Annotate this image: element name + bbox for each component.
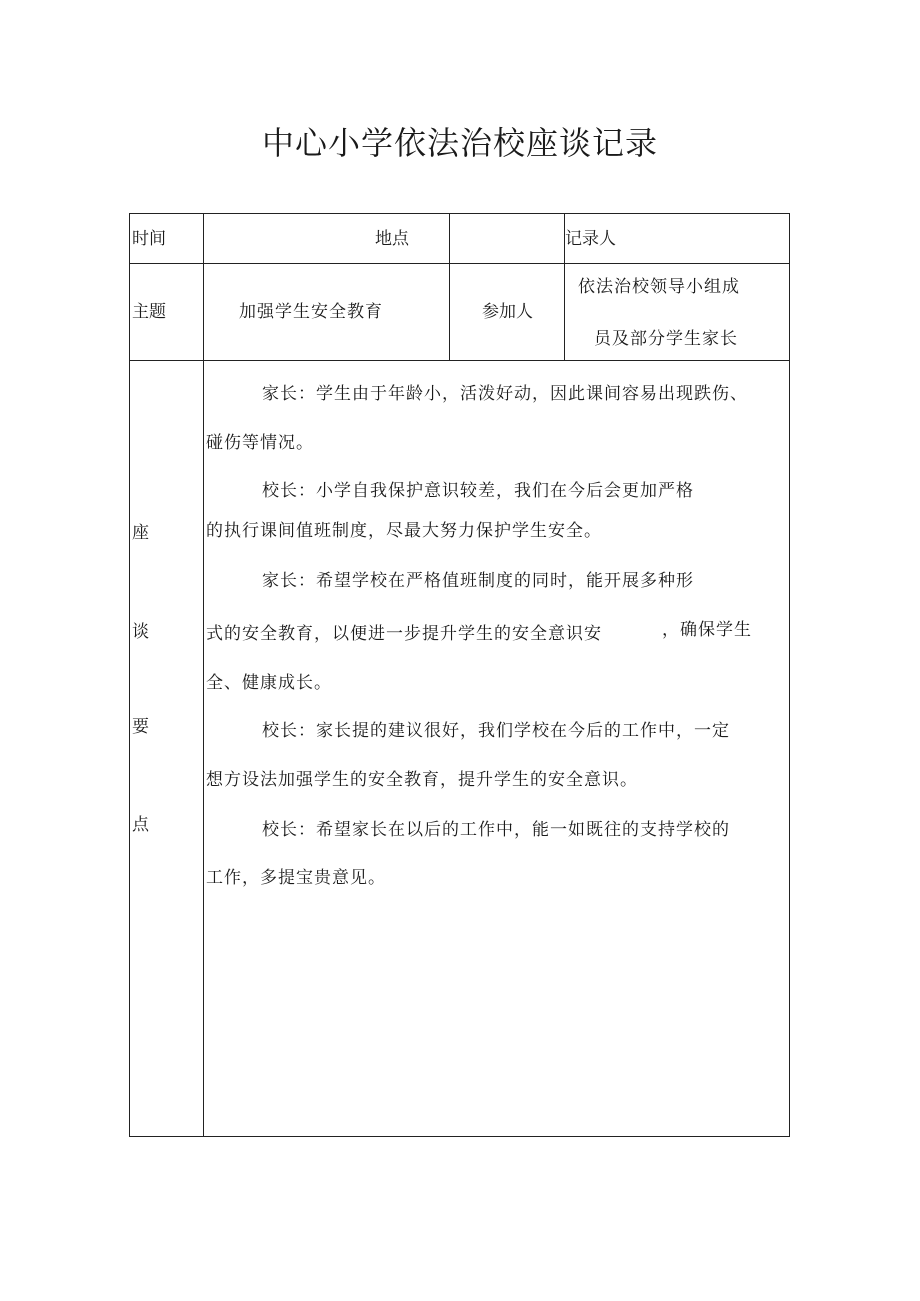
notes-line: 校长：小学自我保护意识较差，我们在今后会更加严格 <box>262 481 694 501</box>
notes-label-char: 座 <box>132 523 149 543</box>
notes-line: 的执行课间值班制度，尽最大努力保护学生安全。 <box>206 521 602 541</box>
time-label: 时间 <box>132 229 166 249</box>
table-border-top <box>129 213 790 214</box>
notes-line: 碰伤等情况。 <box>206 433 314 453</box>
recorder-label: 记录人 <box>565 229 616 249</box>
notes-line: 家长：学生由于年龄小，活泼好动，因此课间容易出现跌伤、 <box>262 384 748 404</box>
table-border-left <box>129 213 130 1137</box>
notes-line: 校长：家长提的建议很好，我们学校在今后的工作中，一定 <box>262 721 730 741</box>
location-label: 地点 <box>375 229 409 249</box>
document-title: 中心小学依法治校座谈记录 <box>261 124 658 162</box>
table-border-row2 <box>129 360 790 361</box>
topic-label: 主题 <box>132 302 166 322</box>
topic-value: 加强学生安全教育 <box>239 302 383 322</box>
participants-line2: 员及部分学生家长 <box>594 329 738 349</box>
participants-line1: 依法治校领导小组成 <box>578 277 740 297</box>
notes-label-char: 谈 <box>132 622 149 642</box>
notes-line: 全、健康成长。 <box>206 673 332 693</box>
notes-line: 工作，多提宝贵意见。 <box>206 868 386 888</box>
table-border-col1 <box>203 213 204 1137</box>
table-border-row1 <box>129 263 790 264</box>
participants-label: 参加人 <box>482 302 533 322</box>
notes-line: ，确保学生 <box>662 620 752 640</box>
table-border-bottom <box>129 1136 790 1137</box>
record-table <box>129 213 790 1137</box>
notes-line: 式的安全教育，以便进一步提升学生的安全意识安 <box>206 624 602 644</box>
notes-label-char: 要 <box>132 717 149 737</box>
table-border-right <box>789 213 790 1137</box>
notes-line: 校长：希望家长在以后的工作中，能一如既往的支持学校的 <box>262 820 730 840</box>
notes-line: 家长：希望学校在严格值班制度的同时，能开展多种形 <box>262 571 694 591</box>
notes-line: 想方设法加强学生的安全教育，提升学生的安全意识。 <box>206 770 638 790</box>
notes-label-char: 点 <box>132 815 149 835</box>
table-border-col2 <box>449 213 450 361</box>
